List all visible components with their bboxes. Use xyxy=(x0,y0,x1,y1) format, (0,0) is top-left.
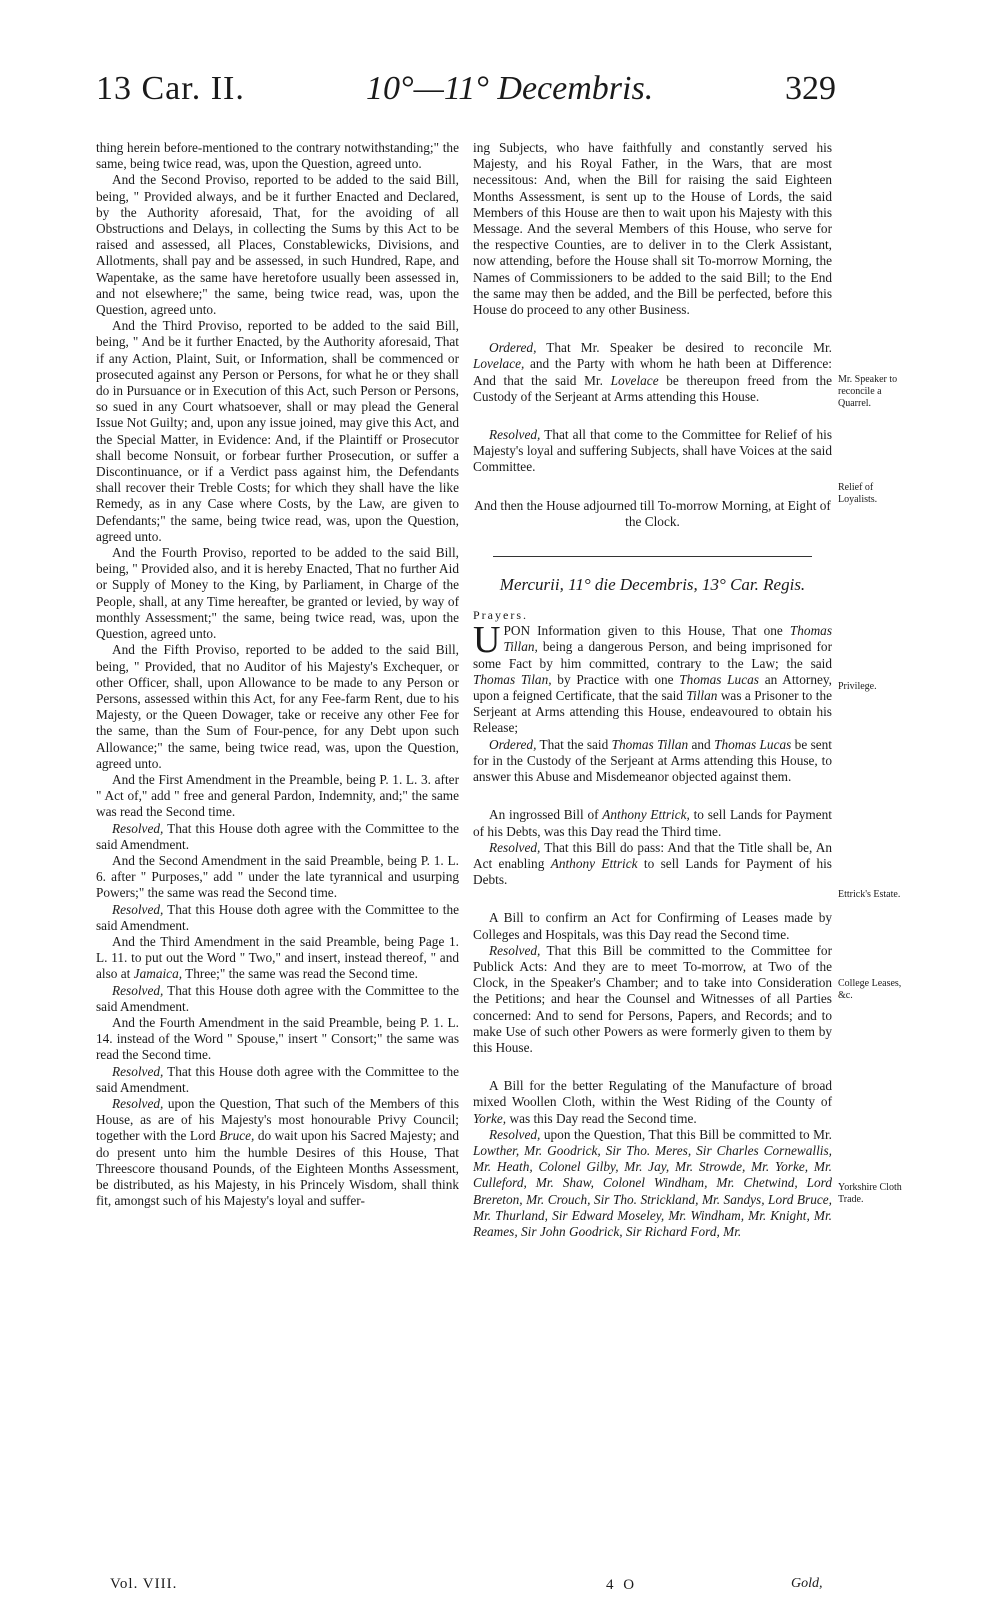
resolved-lead: Resolved, xyxy=(112,820,164,836)
resolved-lead: Resolved, xyxy=(489,839,541,855)
volume-mark: Vol. VIII. xyxy=(110,1576,178,1592)
margin-note-speaker: Mr. Speaker to reconcile a Quarrel. xyxy=(838,374,898,409)
paragraph: And the Third Amendment in the said Preamble, being Page 1. L. 11. to put out the Word " Two," and insert, instead thereof, " and also at Jamaica, Three;" the same was read the Second time. xyxy=(96,933,459,982)
order: Ordered, That Mr. Speaker be desired to reconcile Mr. Lovelace, and the Party with whom he hath been at Difference: And that the said Mr. Lovelace be thereupon freed from the Custody of the Serjeant at Arms attending this House. xyxy=(473,340,832,404)
margin-note-yorkshire: Yorkshire Cloth Trade. xyxy=(838,1182,902,1205)
resolution: Resolved, That all that come to the Committee for Relief of his Majesty's loyal and suffering Subjects, shall have Voices at the said Committee. xyxy=(473,427,832,475)
left-column xyxy=(96,140,459,1209)
paragraph: And the Second Proviso, reported to be added to the said Bill, being, " Provided always, and be it further Enacted and Declared, by the Authority aforesaid, That, for the avoiding of all Obstructions and Delays, in collecting the Sums by this Act to be raised and assessed, all Places, Constablewicks, Divisions, and Allotments, shall pay and be assessed, in such Hundred, Rape, and Wapentake, as the same have heretofore usually been assessed in, and not elsewhere;" the same, being twice read, was, upon the Question, agreed unto. xyxy=(96,172,459,318)
resolved-lead: Resolved, xyxy=(489,427,541,443)
margin-note-college: College Leases, &c. xyxy=(838,978,902,1001)
resolution: Resolved, That this House doth agree with the Committee to the said Amendment. xyxy=(96,820,459,852)
paragraph: An ingrossed Bill of Anthony Ettrick, to sell Lands for Payment of his Debts, was this Day read the Third time. xyxy=(473,807,832,839)
resolved-lead: Resolved, xyxy=(112,982,164,998)
resolution: Resolved, That this House doth agree with the Committee to the said Amendment. xyxy=(96,901,459,933)
header-regnal-year: 13 Car. II. xyxy=(96,70,245,107)
paragraph: A Bill for the better Regulating of the Manufacture of broad mixed Woollen Cloth, within the West Riding of the County of Yorke, was this Day read the Second time. xyxy=(473,1078,832,1126)
catchword: Gold, xyxy=(791,1576,823,1591)
ordered-lead: Ordered, xyxy=(489,736,537,752)
prayers-heading: Prayers. xyxy=(473,608,528,623)
margin-note-relief: Relief of Loyalists. xyxy=(838,482,878,505)
resolution: Resolved, That this Bill do pass: And that the Title shall be, An Act enabling Anthony Ettrick to sell Lands for Payment of his Debts. xyxy=(473,839,832,888)
signature-mark: 4 O xyxy=(606,1577,638,1593)
resolved-lead: Resolved, xyxy=(489,1126,541,1142)
paragraph: thing herein before-mentioned to the contrary notwithstanding;" the same, being twice read, was, upon the Question, agreed unto. xyxy=(96,140,459,172)
header-dates: 10°—11° Decembris. xyxy=(366,70,654,107)
paragraph: And the Fourth Proviso, reported to be added to the said Bill, being, " Provided also, and it is hereby Enacted, That no further Aid or Supply of Money to the King, by Parliament, in Charge of the People, shall, at any Time hereafter, be granted or levied, by way of monthly Assessment;" the same, being twice read, was, upon the Question, agreed unto. xyxy=(96,545,459,642)
resolution: Resolved, That this House doth agree with the Committee to the said Amendment. xyxy=(96,982,459,1014)
drop-cap: U xyxy=(473,619,501,662)
session-dateline: Mercurii, 11° die Decembris, 13° Car. Regis. xyxy=(499,575,806,595)
resolution: Resolved, That this House doth agree with the Committee to the said Amendment. xyxy=(96,1063,459,1095)
paragraph: And the First Amendment in the Preamble, being P. 1. L. 3. after " Act of," add " free and general Pardon, Indemnity, and;" the same was read the Second time. xyxy=(96,771,459,820)
adjournment-notice: And then the House adjourned till To-morrow Morning, at Eight of the Clock. xyxy=(474,497,831,529)
resolution: Resolved, upon the Question, That this Bill be committed to Mr. Lowther, Mr. Goodrick, Sir Tho. Meres, Sir Charles Cornewallis, Mr. Heath, Colonel Gilby, Mr. Jay, Mr. Strowde, Mr. Yorke, Mr. Culleford, Mr. Shaw, Colonel Windham, Mr. Chetwind, Lord Brereton, Mr. Crouch, Sir Tho. Strickland, Mr. Sandys, Lord Bruce, Mr. Thurland, Sir Edward Moseley, Mr. Windham, Mr. Knight, Mr. Reames, Sir John Goodrick, Sir Richard Ford, Mr. xyxy=(473,1126,832,1239)
running-header xyxy=(96,70,836,132)
order: Ordered, That the said Thomas Tillan and Thomas Lucas be sent for in the Custody of the Serjeant at Arms attending this House, to answer this Abuse and Misdemeanor objected against them. xyxy=(473,736,832,785)
resolution: Resolved, upon the Question, That such of the Members of this House, as are of his Majesty's most honourable Privy Council; together with the Lord Bruce, do wait upon his Sacred Majesty; and do present unto him the humble Desires of this House, That Threescore thousand Pounds, of the Eighteen Months Assessment, be distributed, as his Majesty, in his Princely Wisdom, shall think fit, amongst such of his Majesty's loyal and suffer- xyxy=(96,1095,459,1209)
resolved-lead: Resolved, xyxy=(112,901,164,917)
margin-note-ettrick: Ettrick's Estate. xyxy=(838,889,901,900)
paragraph: And the Fifth Proviso, reported to be added to the said Bill, being, " Provided, that no Auditor of his Majesty's Exchequer, or other Officer, shall, upon Allowance to be made to any Person or Persons, assessed within this Act, for any Fee-farm Rent, due to his Majesty, or the Queen Dowager, take or receive any other Fee for the same, than the Sum of Four-pence, for any Debt upon such Allowance;" the same, being twice read, was, upon the Question, agreed unto. xyxy=(96,642,459,771)
right-column xyxy=(473,140,832,1240)
paragraph: And the Second Amendment in the said Preamble, being P. 1. L. 6. after " Purposes," add " under the late tyrannical and usurping Powers;" the same was read the Second time. xyxy=(96,852,459,901)
section-divider xyxy=(493,556,812,557)
committee-members: Lowther, Mr. Goodrick, Sir Tho. Meres, Sir Charles Cornewallis, Mr. Heath, Colonel Gilby, Mr. Jay, Mr. Strowde, Mr. Yorke, Mr. Culleford, Mr. Shaw, Colonel Windham, Mr. Chetwind, Lord Brereton, Mr. Crouch, Sir Tho. Strickland, Mr. Sandys, Lord Bruce, Mr. Thurland, Sir Edward Moseley, Mr. Windham, Mr. Knight, Mr. Reames, Sir John Goodrick, Sir Richard Ford, Mr. xyxy=(473,1142,832,1239)
resolution: Resolved, That this Bill be committed to the Committee for Publick Acts: And they are to meet To-morrow, at Two of the Clock, in the Speaker's Chamber; and to take into Consideration the Petitions; and hear the Counsel and Witnesses of all Parties concerned: And to send for Persons, Papers, and Records; and to make Use of such other Powers as were formerly given to them by this House. xyxy=(473,942,832,1055)
ordered-lead: Ordered, xyxy=(489,340,537,356)
margin-note-privilege: Privilege. xyxy=(838,681,877,692)
privilege-paragraph: UPON Information given to this House, That one Thomas Tillan, being a dangerous Person, and being imprisoned for some Fact by him committed, contrary to the Law; the said Thomas Tilan, by Practice with one Thomas Lucas an Attorney, upon a feigned Certificate, that the said Tillan was a Prisoner to the Serjeant at Arms attending this House, endeavoured to obtain his Release; xyxy=(473,619,832,736)
paragraph: A Bill to confirm an Act for Confirming of Leases made by Colleges and Hospitals, was this Day read the Second time. xyxy=(473,910,832,942)
resolved-lead: Resolved, xyxy=(489,942,541,958)
paragraph: ing Subjects, who have faithfully and constantly served his Majesty, and his Royal Father, in the Wars, that are most necessitous: And, when the Bill for raising the said Eighteen Months Assessment, is sent up to the House of Lords, the said Members of this House are then to wait upon his Majesty with this Message. And the several Members of this House, who serve for the respective Counties, are to deliver in to the Clerk Assistant, now attending, before the House shall sit To-morrow Morning, the Names of Commissioners to be added to the said Bill; to the End the same may then be added, and the Bill be perfected, before this House do proceed to any other Business. xyxy=(473,140,832,318)
paragraph: And the Third Proviso, reported to be added to the said Bill, being, " And be it further Enacted, by the Authority aforesaid, That if any Action, Plaint, Suit, or Information, shall be commenced or prosecuted against any Person or Persons, for what he or they shall do in Pursuance or in Execution of this Act, such Person or Persons, so sued in any Court whatsoever, shall or may plead the General Issue Not Guilty; and, upon any issue joined, may give this Act, and the Special Matter, in Evidence: And, if the Plaintiff or Prosecutor shall become Nonsuit, or forbear further Prosecution, or suffer a Discontinuance, or if a Verdict pass against him, the Defendants shall recover their Treble Costs; for which they shall have the like Remedy, as in any Case where Costs, by the Law, are given to Defendants;" the same, being twice read, was, upon the Question, agreed unto. xyxy=(96,318,459,544)
page-number: 329 xyxy=(785,70,836,107)
resolved-lead: Resolved, xyxy=(112,1063,164,1079)
paragraph: And the Fourth Amendment in the said Preamble, being P. 1. L. 14. instead of the Word " Spouse," insert " Consort;" the same was read the Second time. xyxy=(96,1014,459,1063)
resolved-lead: Resolved, xyxy=(112,1095,164,1111)
